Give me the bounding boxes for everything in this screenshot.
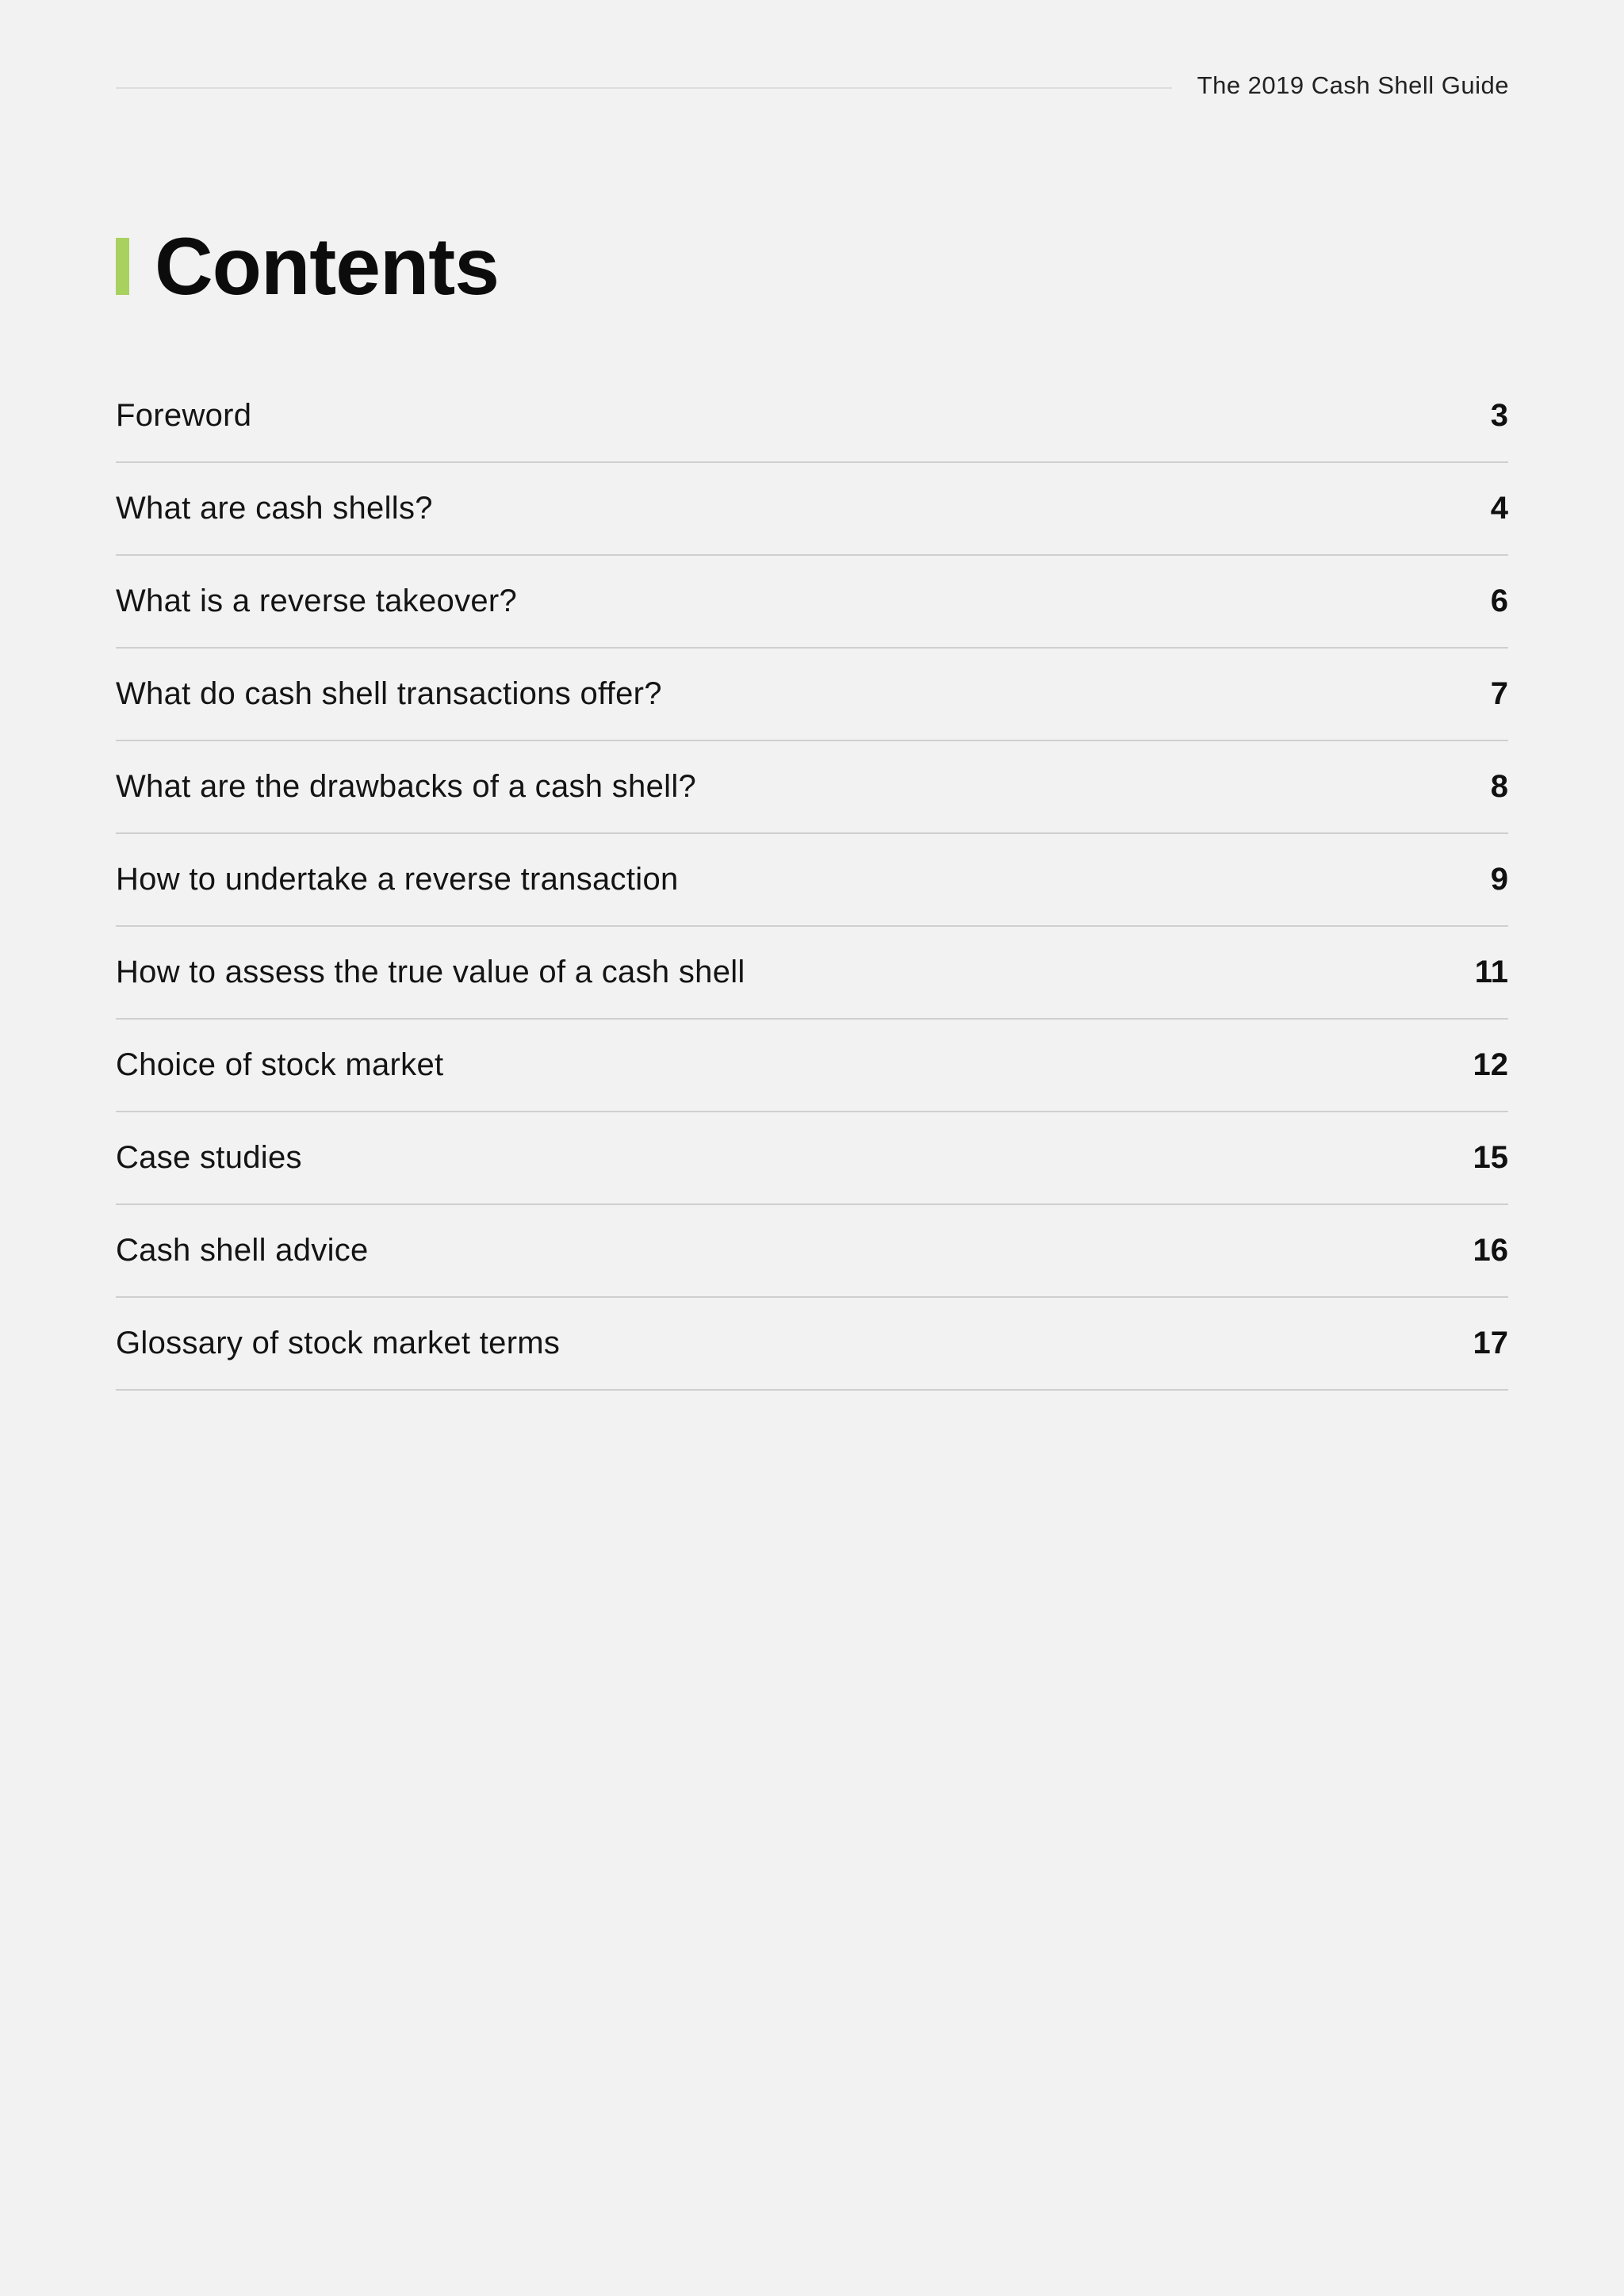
toc-entry[interactable]	[116, 1205, 1508, 1298]
toc-entry-label: How to undertake a reverse transaction	[116, 862, 679, 897]
toc-entry[interactable]	[116, 556, 1508, 649]
header-divider	[116, 87, 1172, 89]
toc-entry[interactable]	[116, 463, 1508, 556]
toc-entry-page: 15	[1473, 1140, 1508, 1175]
toc-entry-label: Glossary of stock market terms	[116, 1326, 561, 1360]
running-header: The 2019 Cash Shell Guide	[1197, 71, 1509, 99]
toc-entry-page: 17	[1473, 1326, 1508, 1360]
toc-entry[interactable]	[116, 1298, 1508, 1391]
toc-entry[interactable]	[116, 649, 1508, 741]
toc-entry-label: What do cash shell transactions offer?	[116, 676, 662, 711]
toc-entry-label: What are cash shells?	[116, 491, 433, 526]
toc-entry[interactable]	[116, 927, 1508, 1020]
table-of-contents	[116, 370, 1508, 1391]
toc-entry[interactable]	[116, 1020, 1508, 1112]
toc-entry-page: 16	[1473, 1233, 1508, 1268]
toc-entry[interactable]	[116, 1112, 1508, 1205]
toc-entry[interactable]	[116, 741, 1508, 834]
toc-entry-label: What are the drawbacks of a cash shell?	[116, 769, 697, 804]
toc-entry[interactable]	[116, 370, 1508, 463]
toc-entry-label: Case studies	[116, 1140, 302, 1175]
toc-entry-label: Cash shell advice	[116, 1233, 369, 1268]
title-accent-bar	[116, 238, 129, 295]
toc-entry-page: 12	[1473, 1047, 1508, 1082]
toc-entry-page: 4	[1490, 491, 1508, 526]
toc-entry-label: How to assess the true value of a cash shell	[116, 955, 745, 989]
toc-entry-label: Foreword	[116, 398, 252, 433]
toc-entry-page: 9	[1490, 862, 1508, 897]
page-title: Contents	[155, 221, 499, 312]
toc-entry-page: 6	[1490, 584, 1508, 618]
toc-entry-page: 8	[1490, 769, 1508, 804]
title-block	[116, 219, 499, 314]
toc-entry-label: What is a reverse takeover?	[116, 584, 518, 618]
toc-entry-label: Choice of stock market	[116, 1047, 444, 1082]
toc-entry-page: 11	[1474, 955, 1508, 989]
toc-entry-page: 3	[1490, 398, 1508, 433]
toc-entry-page: 7	[1490, 676, 1508, 711]
toc-entry[interactable]	[116, 834, 1508, 927]
